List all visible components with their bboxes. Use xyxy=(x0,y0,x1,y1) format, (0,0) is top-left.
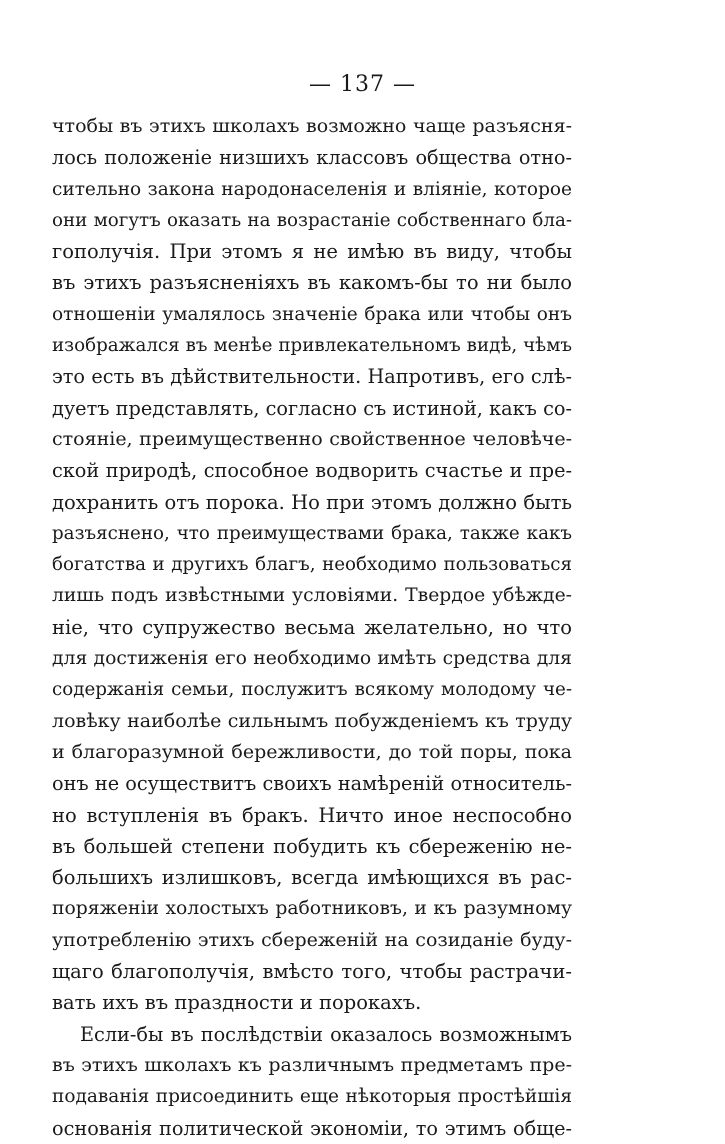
text-line: дохранить отъ порока. Но при этомъ должно быть xyxy=(52,490,572,514)
text-line: Если-бы въ послѣдствіи оказалось возможнымъ xyxy=(80,1022,572,1046)
paragraph-1 xyxy=(52,111,572,1019)
text-line: гополучія. При этомъ я не имѣю въ виду, чтобы xyxy=(52,240,572,264)
text-line: ніе, что супружество весьма желательно, но что xyxy=(52,615,572,639)
text-line: чтобы въ этихъ школахъ возможно чаще разъясня- xyxy=(52,115,572,137)
text-line: стояніе, преимущественно свойственное человѣче- xyxy=(52,427,572,450)
page-number: — 137 — xyxy=(309,72,416,97)
text-line: поряженіи холостыхъ работниковъ, и къ разумному xyxy=(52,898,572,920)
text-line: отношеніи умалялось значеніе брака или чтобы онъ xyxy=(52,303,572,325)
text-line: подаванія присоединить еще нѣкоторыя простѣйшія xyxy=(52,1086,572,1108)
text-line: онъ не осуществитъ своихъ намѣреній относитель- xyxy=(52,772,572,796)
text-line: въ этихъ школахъ къ различнымъ предметамъ пре- xyxy=(52,1053,572,1076)
text-line: и благоразумной бережливости, до той поры, пока xyxy=(52,740,572,763)
text-line: они могутъ оказать на возрастаніе собственнаго бла- xyxy=(52,209,572,231)
text-line: ловѣку наиболѣе сильнымъ побужденіемъ къ труду xyxy=(52,709,572,732)
text-line: содержанія семьи, послужитъ всякому молодому че- xyxy=(52,679,572,701)
text-line: дуетъ представлять, согласно съ истиной, какъ со- xyxy=(52,396,572,420)
text-line: въ этихъ разъясненіяхъ въ какомъ-бы то ни было xyxy=(52,271,572,295)
body-text xyxy=(52,111,572,1144)
text-line: вать ихъ въ праздности и порокахъ. xyxy=(52,991,422,1015)
text-line: большихъ излишковъ, всегда имѣющихся въ рас- xyxy=(52,866,572,890)
text-line: изображался въ менѣе привлекательномъ видѣ, чѣмъ xyxy=(52,335,572,357)
text-line: для достиженія его необходимо имѣть средства для xyxy=(52,648,572,670)
text-line: лось положеніе низшихъ классовъ общества отно- xyxy=(52,146,572,170)
text-line: разъяснено, что преимуществами брака, также какъ xyxy=(52,522,572,544)
text-line: щаго благополучія, вмѣсто того, чтобы растрачи- xyxy=(52,960,572,984)
text-line: богатства и другихъ благъ, необходимо пользоваться xyxy=(52,554,572,576)
text-line: сительно закона народонаселенія и вліяніе, которое xyxy=(52,178,572,200)
text-line: это есть въ дѣйствительности. Напротивъ, его слѣ- xyxy=(52,365,572,389)
text-line: въ большей степени побудить къ сбереженію не- xyxy=(52,834,572,858)
text-line: лишь подъ извѣстными условіями. Твердое убѣжде- xyxy=(52,585,572,607)
text-line: ской природѣ, способное водворить счастье и пре- xyxy=(52,459,572,483)
paragraph-2 xyxy=(52,1019,572,1144)
text-line: основанія политической экономіи, то этимъ обще- xyxy=(52,1116,572,1140)
text-line: употребленію этихъ сбереженій на созиданіе буду- xyxy=(52,928,572,951)
text-line: но вступленія въ бракъ. Ничто иное неспособно xyxy=(52,803,572,827)
